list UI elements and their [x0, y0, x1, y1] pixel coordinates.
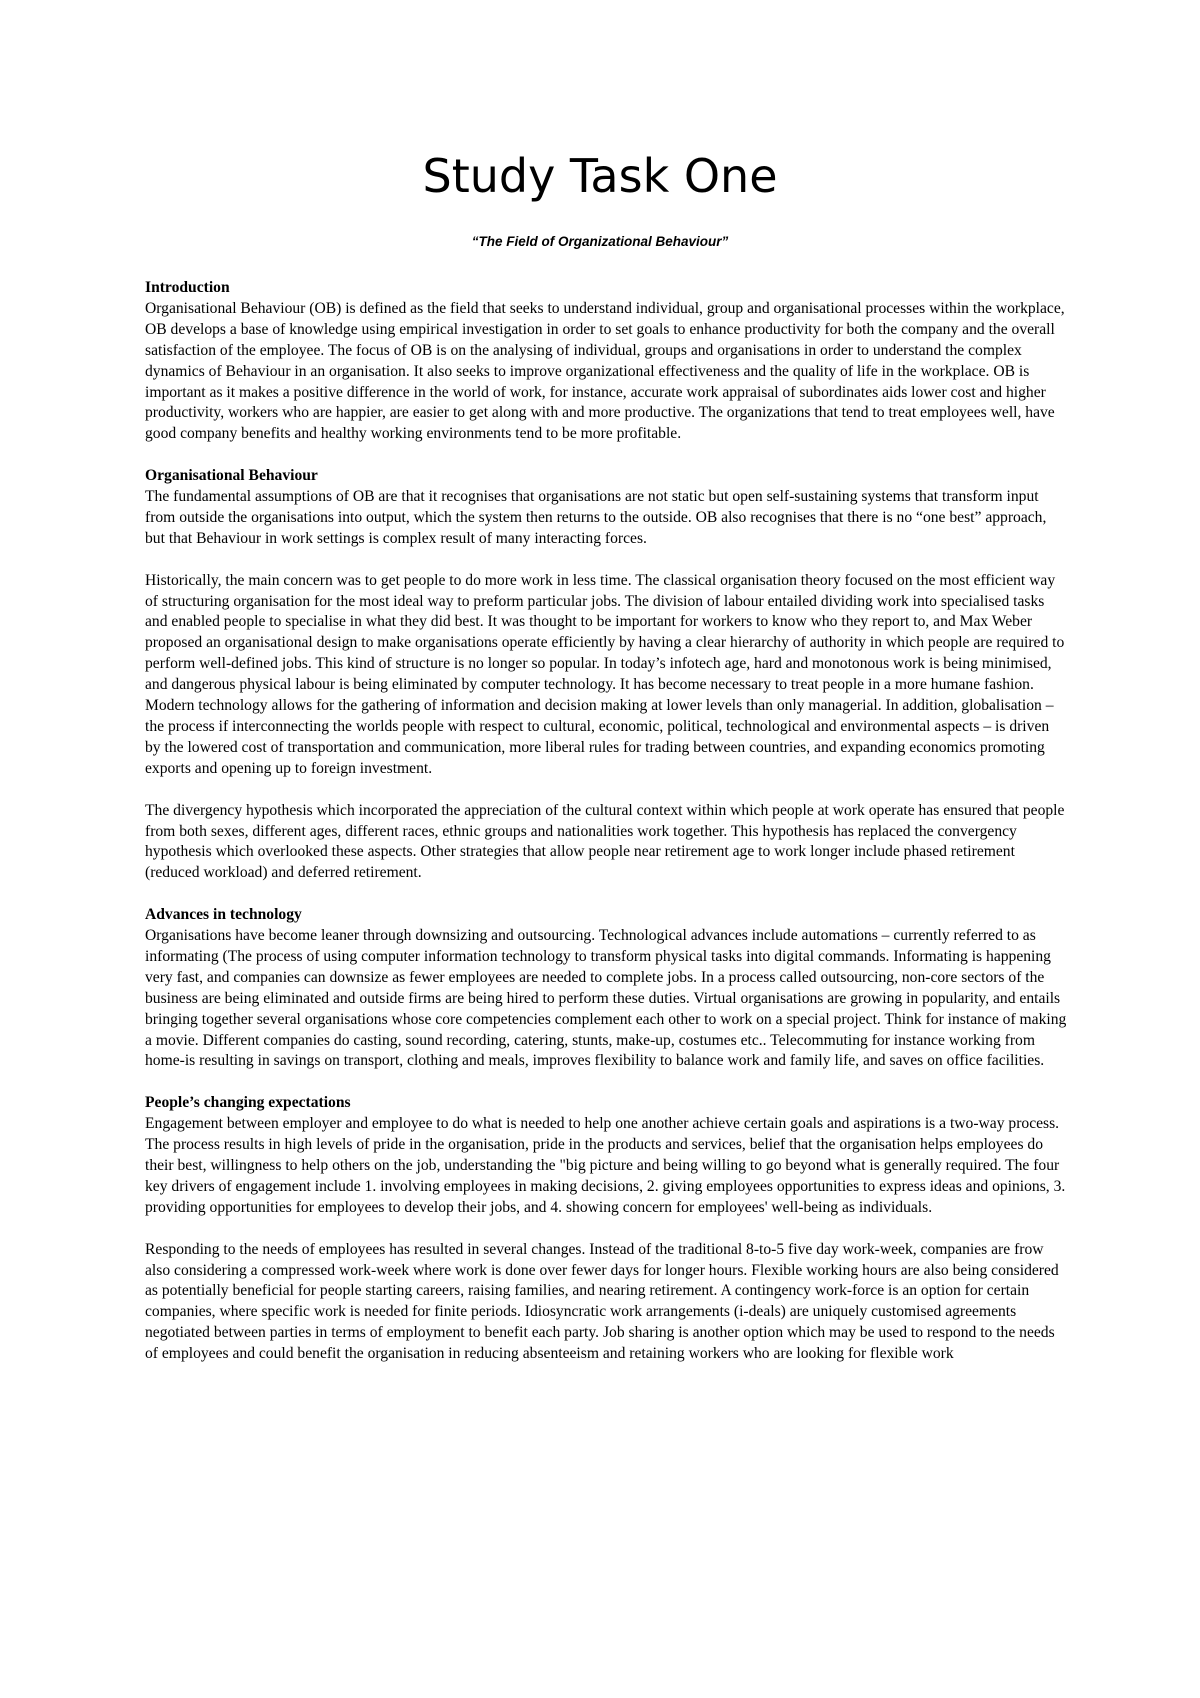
document-title: Study Task One [422, 149, 778, 203]
paragraph: Historically, the main concern was to get people to do more work in less time. The classical organisation theory focused on the most efficient way of structuring organisation for the most ideal way to preform particular jobs. The division of labour entailed dividing work into specialised tasks and enabled people to specialise in what they did best. It was thought to be important for workers to know who they report to, and Max Weber proposed an organisational design to make organisations operate efficiently by having a clear hierarchy of authority in which people are required to perform well-defined jobs. This kind of structure is no longer so popular. In today’s infotech age, hard and monotonous work is being minimised, and dangerous physical labour is being eliminated by computer technology. It has become necessary to treat people in a more humane fashion. Modern technology allows for the gathering of information and decision making at lower levels than only managerial. In addition, globalisation – the process if interconnecting the worlds people with respect to cultural, economic, political, technological and environmental aspects – is driven by the lowered cost of transportation and communication, more liberal rules for trading between countries, and expanding economics promoting exports and opening up to foreign investment. [145, 571, 1065, 777]
section-heading-peoples-changing-expectations: People’s changing expectations [145, 1094, 351, 1112]
paragraph: Organisations have become leaner through downsizing and outsourcing. Technological advances include automations – currently referred to as informating (The process of using computer information technology to transform physical tasks into digital commands. Informating is happening very fast, and companies can downsize as fewer employees are needed to complete jobs. In a process called outsourcing, non-core sectors of the business are being eliminated and outside firms are being hired to perform these duties. Virtual organisations are growing in popularity, and entails bringing together several organisations whose core competencies complement each other to work on a special project. Think for instance of making a movie. Different companies do casting, sound recording, catering, stunts, make-up, costumes etc.. Telecommuting for instance working from home-is resulting in savings on transport, clothing and meals, improves flexibility to balance work and family life, and saves on office facilities. [145, 927, 1067, 1070]
section-heading-introduction: Introduction [145, 279, 230, 296]
document-subtitle: “The Field of Organizational Behaviour” [471, 234, 729, 249]
paragraph: Engagement between employer and employee to do what is needed to help one another achieve certain goals and aspirations is a two-way process. The process results in high levels of pride in the organisation, pride in the products and services, belief that the organisation helps employees do their best, willingness to help others on the job, understanding the "big picture and being willing to go beyond what is generally required. The four key drivers of engagement include 1. involving employees in making decisions, 2. giving employees opportunities to express ideas and opinions, 3. providing opportunities for employees to develop their jobs, and 4. showing concern for employees' well-being as individuals. [145, 1115, 1066, 1216]
paragraph: The fundamental assumptions of OB are that it recognises that organisations are not static but open self-sustaining systems that transform input from outside the organisations into output, which the system then returns to the outside. OB also recognises that there is no “one best” approach, but that Behaviour in work settings is complex result of many interacting forces. [145, 488, 1047, 547]
paragraph: Responding to the needs of employees has resulted in several changes. Instead of the traditional 8-to-5 five day work-week, companies are frow also considering a compressed work-week where work is done over fewer days for longer hours. Flexible working hours are also being considered as potentially beneficial for people starting careers, raising families, and nearing retirement. A contingency work-force is an option for certain companies, where specific work is needed for finite periods. Idiosyncratic work arrangements (i-deals) are uniquely customised agreements negotiated between parties in terms of employment to benefit each party. Job sharing is another option which may be used to respond to the needs of employees and could benefit the organisation in reducing absenteeism and retaining workers who are looking for flexible work [145, 1240, 1059, 1363]
document-body [145, 278, 1067, 1365]
paragraph: Organisational Behaviour (OB) is defined as the field that seeks to understand individual, group and organisational processes within the workplace, OB develops a base of knowledge using empirical investigation in order to set goals to enhance productivity for both the company and the overall satisfaction of the employee. The focus of OB is on the analysing of individual, groups and organisations in order to understand the complex dynamics of Behaviour in an organisation. It also seeks to improve organizational effectiveness and the quality of life in the workplace. OB is important as it makes a positive difference in the world of work, for instance, accurate work appraisal of subordinates aids lower cost and higher productivity, workers who are happier, are easier to get along with and more productive. The organizations that tend to treat employees well, have good company benefits and healthy working environments tend to be more profitable. [145, 299, 1065, 443]
paragraph: The divergency hypothesis which incorporated the appreciation of the cultural context within which people at work operate has ensured that people from both sexes, different ages, different races, ethnic groups and nationalities work together. This hypothesis has replaced the convergency hypothesis which overlooked these aspects. Other strategies that allow people near retirement age to work longer include phased retirement (reduced workload) and deferred retirement. [145, 801, 1065, 882]
section-heading-advances-in-technology: Advances in technology [145, 906, 302, 924]
section-heading-organisational-behaviour: Organisational Behaviour [145, 467, 318, 485]
